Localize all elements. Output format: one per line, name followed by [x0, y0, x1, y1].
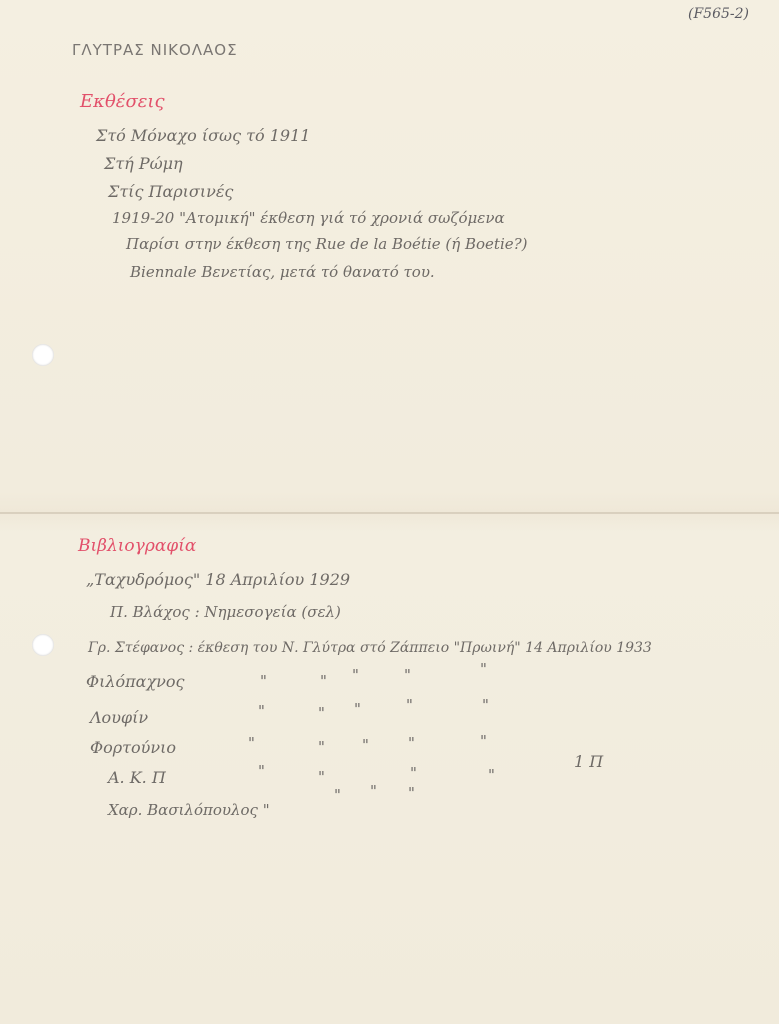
punch-hole-bottom	[32, 634, 54, 656]
ditto-mark: "	[480, 732, 487, 750]
ditto-mark: "	[318, 768, 325, 786]
author-name: ΓΛΥΤΡΑΣ ΝΙΚΟΛΑΟΣ	[72, 41, 238, 59]
ditto-mark: "	[318, 704, 325, 722]
bibliography-row-label: Χαρ. Βασιλόπουλος "	[108, 801, 270, 819]
reference-code: (F565-2)	[688, 6, 749, 22]
punch-hole-top	[32, 344, 54, 366]
exhibition-line: Στή Ρώμη	[104, 154, 183, 173]
ditto-mark: "	[258, 702, 265, 720]
ditto-mark: "	[260, 672, 267, 690]
ditto-mark: "	[258, 762, 265, 780]
bibliography-row-label: Λουφίν	[90, 708, 149, 727]
exhibition-line: Στίς Παρισινές	[108, 182, 234, 201]
ditto-mark: "	[318, 738, 325, 756]
ditto-mark: "	[352, 666, 359, 684]
exhibition-line: Στό Μόναχο ίσως τό 1911	[96, 126, 311, 145]
ditto-mark: "	[406, 696, 413, 714]
ditto-mark: "	[488, 766, 495, 784]
ditto-mark: "	[482, 696, 489, 714]
ditto-mark: "	[248, 734, 255, 752]
bibliography-row-label: Φορτούνιο	[90, 738, 176, 757]
ditto-mark: "	[320, 672, 327, 690]
ditto-mark: "	[410, 764, 417, 782]
exhibition-line: 1919-20 "Ατομική" έκθεση γιά τό χρονιά σωζόμενα	[112, 209, 505, 227]
bibliography-line: „Ταχυδρόμος" 18 Απριλίου 1929	[86, 570, 351, 589]
ditto-mark: "	[362, 736, 369, 754]
ditto-mark: "	[480, 660, 487, 678]
side-note: 1 Π	[574, 752, 604, 771]
exhibition-line: Biennale Βενετίας, μετά τό θανατό του.	[130, 263, 435, 281]
ditto-mark: "	[408, 784, 415, 802]
bibliography-row-label: Φιλόπαχνος	[86, 672, 185, 691]
bibliography-line: Π. Βλάχος : Νημεσογεία (σελ)	[110, 603, 341, 621]
bibliography-line: Γρ. Στέφανος : έκθεση του Ν. Γλύτρα στό Ζάππειο "Πρωινή" 14 Απριλίου 1933	[88, 640, 652, 656]
exhibition-line: Παρίσι στην έκθεση της Rue de la Boétie (ή Boetie?)	[126, 235, 528, 253]
ditto-mark: "	[354, 700, 361, 718]
exhibitions-heading: Εκθέσεις	[80, 91, 165, 112]
fold-line	[0, 512, 779, 514]
ditto-mark: "	[408, 734, 415, 752]
ditto-mark: "	[370, 782, 377, 800]
ditto-mark: "	[404, 666, 411, 684]
bibliography-row-label: Α. Κ. Π	[108, 768, 166, 787]
bibliography-heading: Βιβλιογραφία	[78, 536, 197, 556]
ditto-mark: "	[334, 786, 341, 804]
